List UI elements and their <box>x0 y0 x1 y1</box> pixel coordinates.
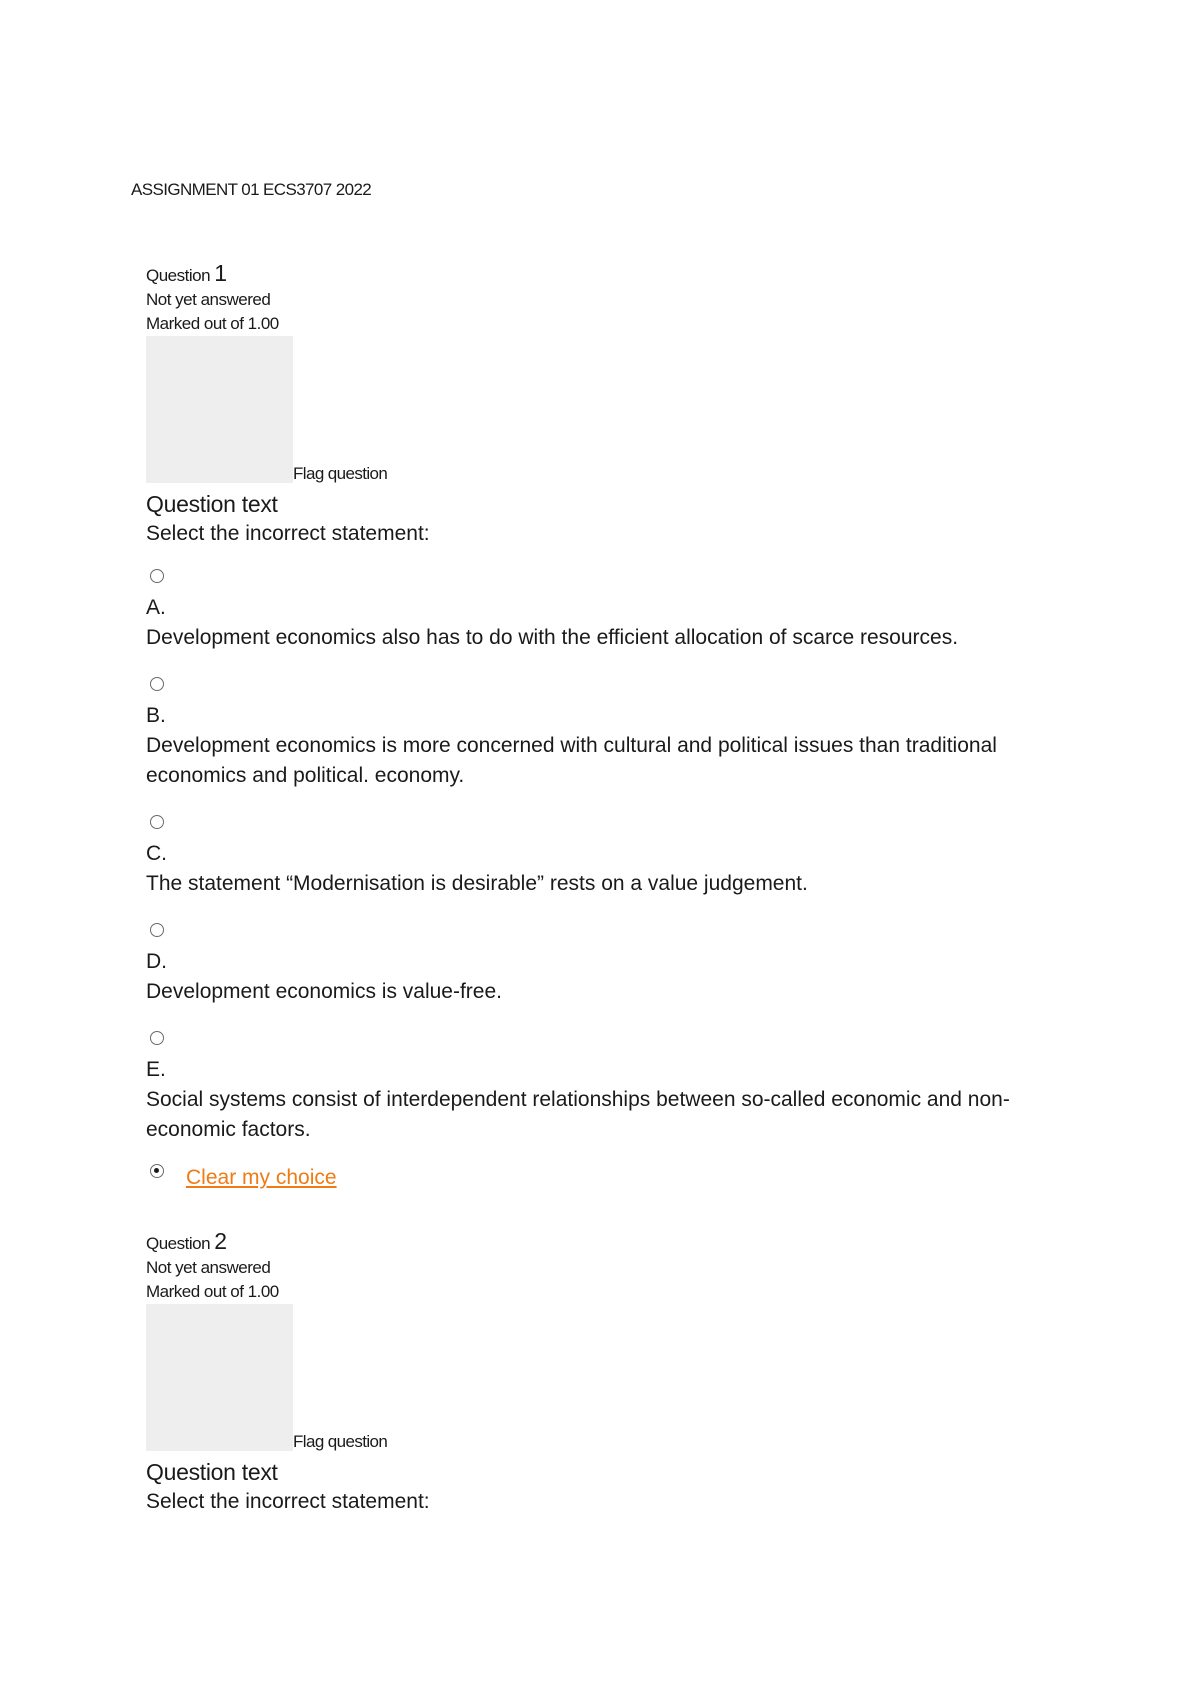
question-text: Select the incorrect statement: <box>146 1490 430 1513</box>
answer-letter[interactable]: C. <box>146 842 167 865</box>
answer-letter[interactable]: A. <box>146 596 166 619</box>
question-label: Question <box>146 266 211 285</box>
question-header <box>146 1230 1126 1256</box>
question-2 <box>146 1230 1126 1517</box>
radio-button[interactable] <box>150 677 164 691</box>
radio-button-checked[interactable] <box>150 1164 164 1178</box>
answer-option-c[interactable] <box>146 815 1126 899</box>
question-grade: Marked out of 1.00 <box>146 314 279 333</box>
answer-text[interactable]: Development economics is value-free. <box>146 980 502 1003</box>
radio-button[interactable] <box>150 815 164 829</box>
answer-list <box>146 569 1126 1193</box>
answer-text[interactable]: The statement “Modernisation is desirable” rests on a value judgement. <box>146 872 808 895</box>
question-state: Not yet answered <box>146 290 271 309</box>
clear-choice-row <box>146 1163 1126 1193</box>
flag-icon[interactable] <box>146 1304 293 1451</box>
radio-button[interactable] <box>150 923 164 937</box>
question-text-heading: Question text <box>146 491 278 517</box>
answer-text[interactable]: Development economics is more concerned with cultural and political issues than traditional economics and political. economy. <box>146 734 997 787</box>
question-number: 2 <box>214 1228 227 1254</box>
answer-letter[interactable]: E. <box>146 1058 166 1081</box>
question-label: Question <box>146 1234 211 1253</box>
answer-text[interactable]: Development economics also has to do with the efficient allocation of scarce resources. <box>146 626 959 649</box>
answer-option-d[interactable] <box>146 923 1126 1007</box>
question-text: Select the incorrect statement: <box>146 522 430 545</box>
flag-question-label[interactable]: Flag question <box>293 1432 388 1451</box>
answer-option-e[interactable] <box>146 1031 1126 1145</box>
flag-icon[interactable] <box>146 336 293 483</box>
radio-button[interactable] <box>150 1031 164 1045</box>
clear-my-choice-link[interactable]: Clear my choice <box>186 1166 337 1189</box>
question-1 <box>146 262 1126 1193</box>
question-state: Not yet answered <box>146 1258 271 1277</box>
question-text-heading: Question text <box>146 1459 278 1485</box>
answer-letter[interactable]: D. <box>146 950 167 973</box>
flag-question-label[interactable]: Flag question <box>293 464 388 483</box>
question-grade: Marked out of 1.00 <box>146 1282 279 1301</box>
document-title: ASSIGNMENT 01 ECS3707 2022 <box>131 180 372 199</box>
answer-option-b[interactable] <box>146 677 1126 791</box>
radio-button[interactable] <box>150 569 164 583</box>
question-header <box>146 262 1126 288</box>
answer-option-a[interactable] <box>146 569 1126 653</box>
answer-letter[interactable]: B. <box>146 704 166 727</box>
flag-question-toggle[interactable] <box>146 1304 1126 1451</box>
answer-text[interactable]: Social systems consist of interdependent relationships between so-called economic and non-economic factors. <box>146 1088 1010 1141</box>
question-number: 1 <box>214 260 227 286</box>
flag-question-toggle[interactable] <box>146 336 1126 483</box>
